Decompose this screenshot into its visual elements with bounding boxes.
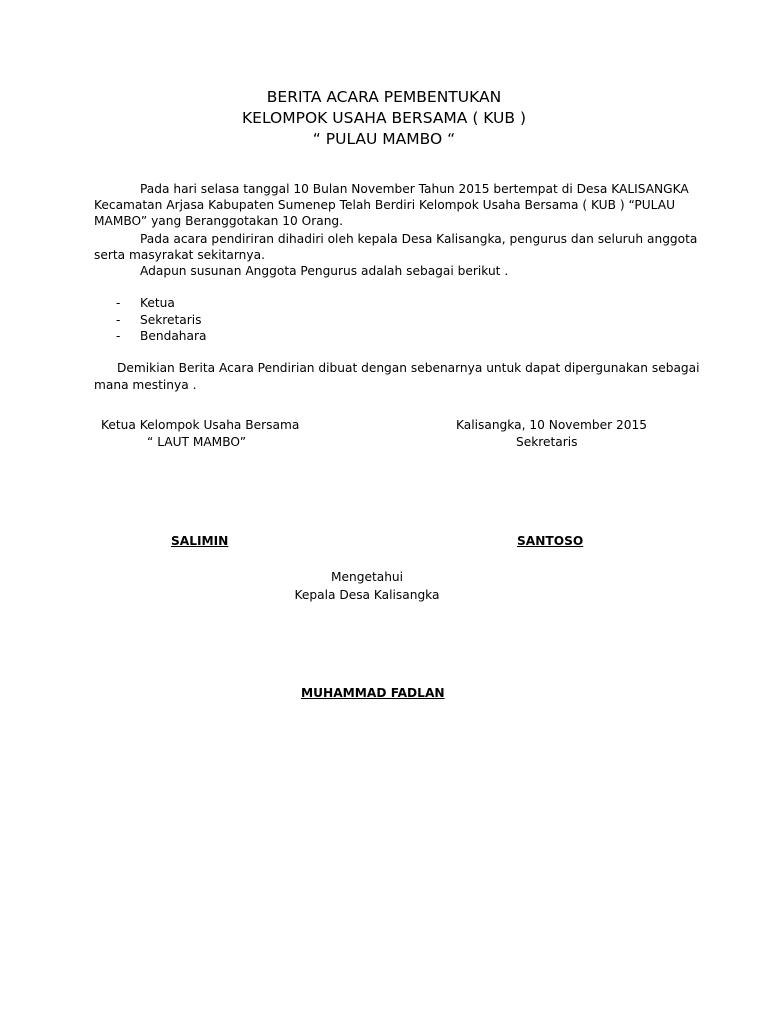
signature-right-name: SANTOSO	[517, 534, 584, 548]
closing-line-1: Demikian Berita Acara Pendirian dibuat dengan sebenarnya untuk dapat dipergunakan sebagai	[117, 361, 700, 375]
signature-right-role: Sekretaris	[516, 435, 578, 449]
list-item	[116, 328, 206, 344]
paragraph-2-line-2: serta masyrakat sekitarnya.	[94, 248, 265, 262]
paragraph-2-line-1: Pada acara pendiriran dihadiri oleh kepala Desa Kalisangka, pengurus dan seluruh anggota	[140, 232, 698, 246]
list-bullet: -	[116, 313, 121, 327]
paragraph-1-line-2: Kecamatan Arjasa Kabupaten Sumenep Telah Berdiri Kelompok Usaha Bersama ( KUB ) “PULAU	[94, 198, 675, 212]
list-item-ketua: Ketua	[140, 296, 175, 310]
list-item	[116, 295, 175, 311]
doc-title-line-2: KELOMPOK USAHA BERSAMA ( KUB )	[241, 109, 527, 127]
doc-title-line-3: “ PULAU MAMBO “	[312, 130, 456, 148]
closing-line-2: mana mestinya .	[94, 378, 197, 392]
approval-label: Mengetahui	[330, 570, 404, 584]
list-item-bendahara: Bendahara	[140, 329, 207, 343]
list-item-sekretaris: Sekretaris	[140, 313, 202, 327]
paragraph-3: Adapun susunan Anggota Pengurus adalah sebagai berikut .	[140, 264, 509, 278]
signature-left-org: “ LAUT MAMBO”	[147, 435, 247, 449]
approval-name: MUHAMMAD FADLAN	[301, 686, 445, 700]
list-bullet: -	[116, 329, 121, 343]
signature-right-place-date: Kalisangka, 10 November 2015	[456, 418, 648, 432]
signature-left-name: SALIMIN	[171, 534, 229, 548]
doc-title-line-1: BERITA ACARA PEMBENTUKAN	[266, 88, 502, 106]
signature-left-role: Ketua Kelompok Usaha Bersama	[101, 418, 300, 432]
approval-role: Kepala Desa Kalisangka	[294, 588, 440, 602]
paragraph-1-line-1: Pada hari selasa tanggal 10 Bulan November Tahun 2015 bertempat di Desa KALISANGKA	[140, 182, 689, 196]
paragraph-1-line-3: MAMBO” yang Beranggotakan 10 Orang.	[94, 214, 344, 228]
list-item	[116, 312, 202, 328]
list-bullet: -	[116, 296, 121, 310]
